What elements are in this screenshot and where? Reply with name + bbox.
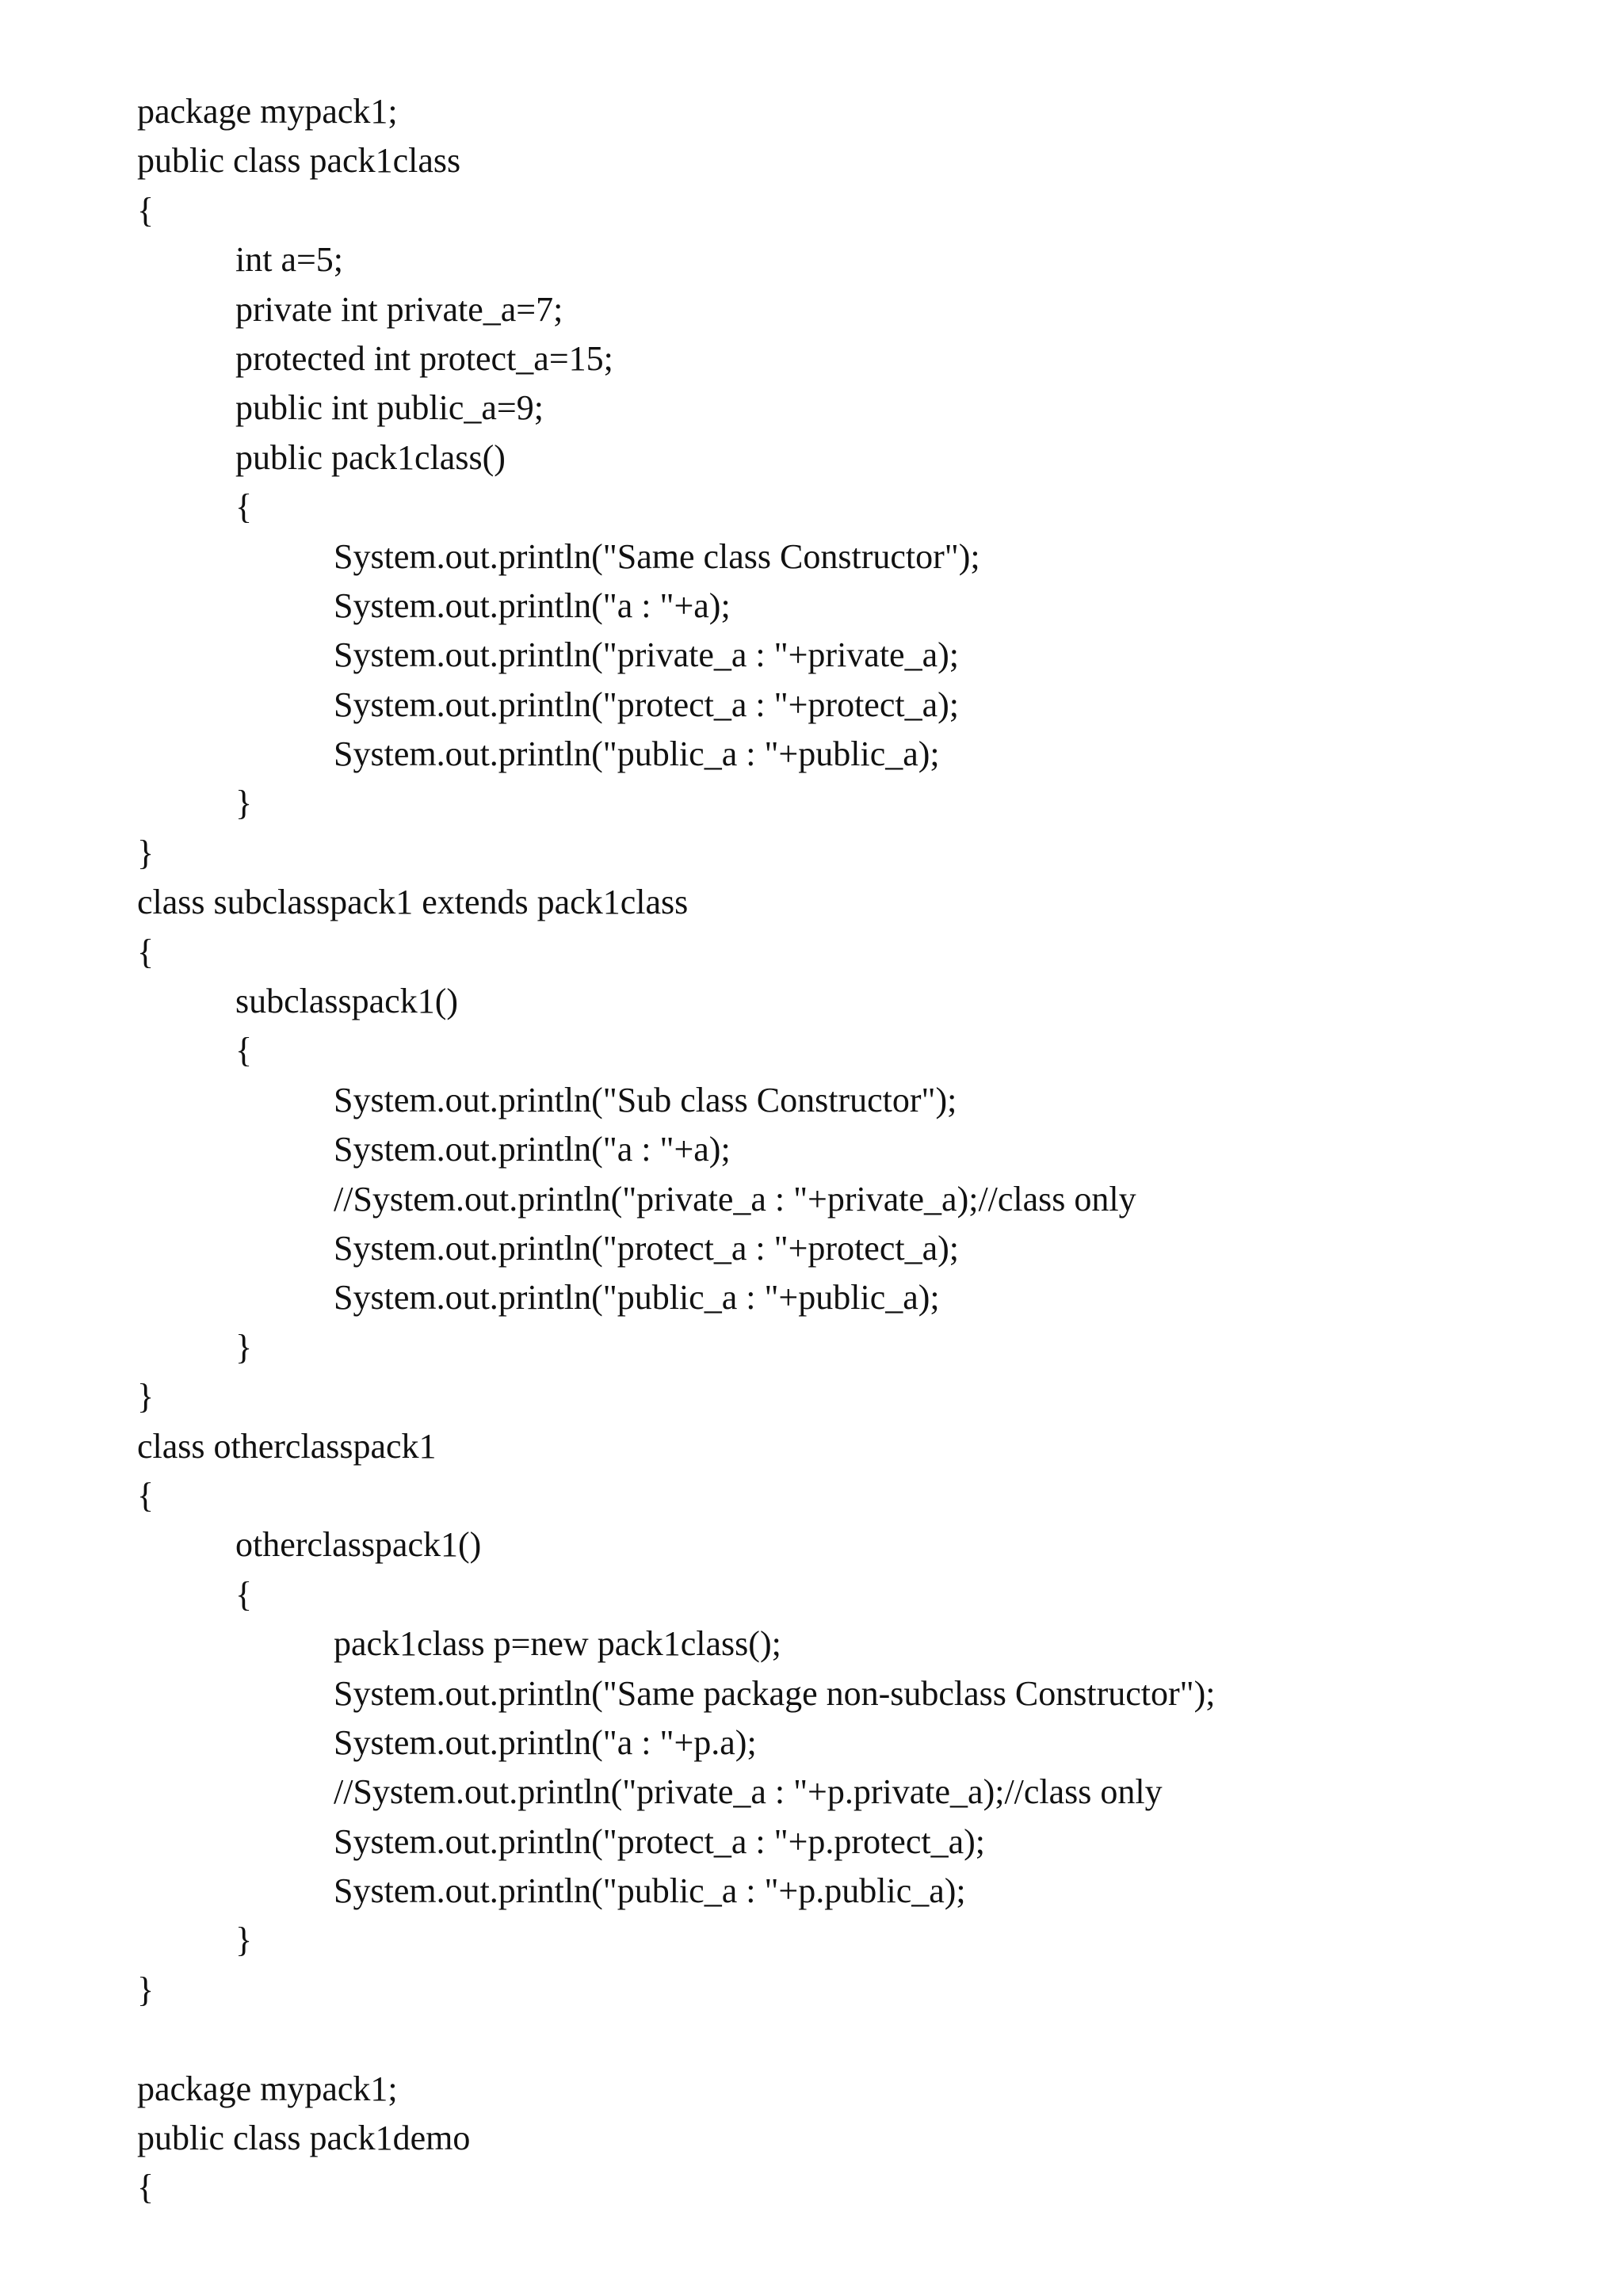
code-line: //System.out.println("private_a : "+p.private_a);//class only bbox=[334, 1772, 1163, 1812]
code-line: int a=5; bbox=[235, 240, 344, 280]
code-line: otherclasspack1() bbox=[235, 1525, 482, 1565]
code-line: System.out.println("public_a : "+p.public_a); bbox=[334, 1871, 966, 1911]
code-line: System.out.println("public_a : "+public_a); bbox=[334, 734, 940, 774]
code-line: System.out.println("a : "+a); bbox=[334, 1130, 731, 1169]
code-line: { bbox=[235, 1574, 253, 1614]
code-line: public class pack1demo bbox=[137, 2119, 471, 2158]
code-line: public pack1class() bbox=[235, 437, 506, 477]
code-line: { bbox=[235, 487, 253, 527]
code-line: private int private_a=7; bbox=[235, 289, 563, 329]
code-line: pack1class p=new pack1class(); bbox=[334, 1624, 781, 1664]
code-line: //System.out.println("private_a : "+private_a);//class only bbox=[334, 1179, 1136, 1219]
code-line: { bbox=[137, 932, 155, 971]
code-line: { bbox=[137, 1475, 155, 1515]
code-line: System.out.println("protect_a : "+p.protect_a); bbox=[334, 1821, 985, 1861]
code-line: public int public_a=9; bbox=[235, 388, 544, 428]
code-line: System.out.println("a : "+a); bbox=[334, 585, 731, 625]
code-line: protected int protect_a=15; bbox=[235, 338, 613, 378]
code-line: { bbox=[137, 190, 155, 230]
code-line: } bbox=[235, 1920, 253, 1960]
code-line: System.out.println("Sub class Constructor"); bbox=[334, 1080, 957, 1119]
code-line: System.out.println("Same class Constructor"); bbox=[334, 536, 980, 576]
code-line: } bbox=[235, 1327, 253, 1367]
code-line: System.out.println("Same package non-subclass Constructor"); bbox=[334, 1673, 1216, 1713]
code-line: class otherclasspack1 bbox=[137, 1426, 437, 1466]
code-line: } bbox=[137, 833, 155, 872]
code-listing bbox=[137, 87, 1564, 2213]
code-line bbox=[137, 2015, 1564, 2064]
code-line: System.out.println("private_a : "+private_a); bbox=[334, 635, 959, 675]
code-line: package mypack1; bbox=[137, 92, 398, 131]
code-line: } bbox=[137, 1970, 155, 2009]
code-line: System.out.println("protect_a : "+protect_a); bbox=[334, 1228, 959, 1268]
code-line: public class pack1class bbox=[137, 141, 461, 181]
code-line: { bbox=[235, 1031, 253, 1070]
code-line: { bbox=[137, 2168, 155, 2207]
code-line: class subclasspack1 extends pack1class bbox=[137, 883, 689, 922]
code-line: System.out.println("public_a : "+public_a); bbox=[334, 1278, 940, 1318]
code-line: subclasspack1() bbox=[235, 982, 459, 1021]
code-line: package mypack1; bbox=[137, 2069, 398, 2108]
code-line: } bbox=[235, 784, 253, 823]
code-line: System.out.println("protect_a : "+protect_a); bbox=[334, 685, 959, 724]
code-line: System.out.println("a : "+p.a); bbox=[334, 1722, 757, 1762]
code-line: } bbox=[137, 1377, 155, 1417]
